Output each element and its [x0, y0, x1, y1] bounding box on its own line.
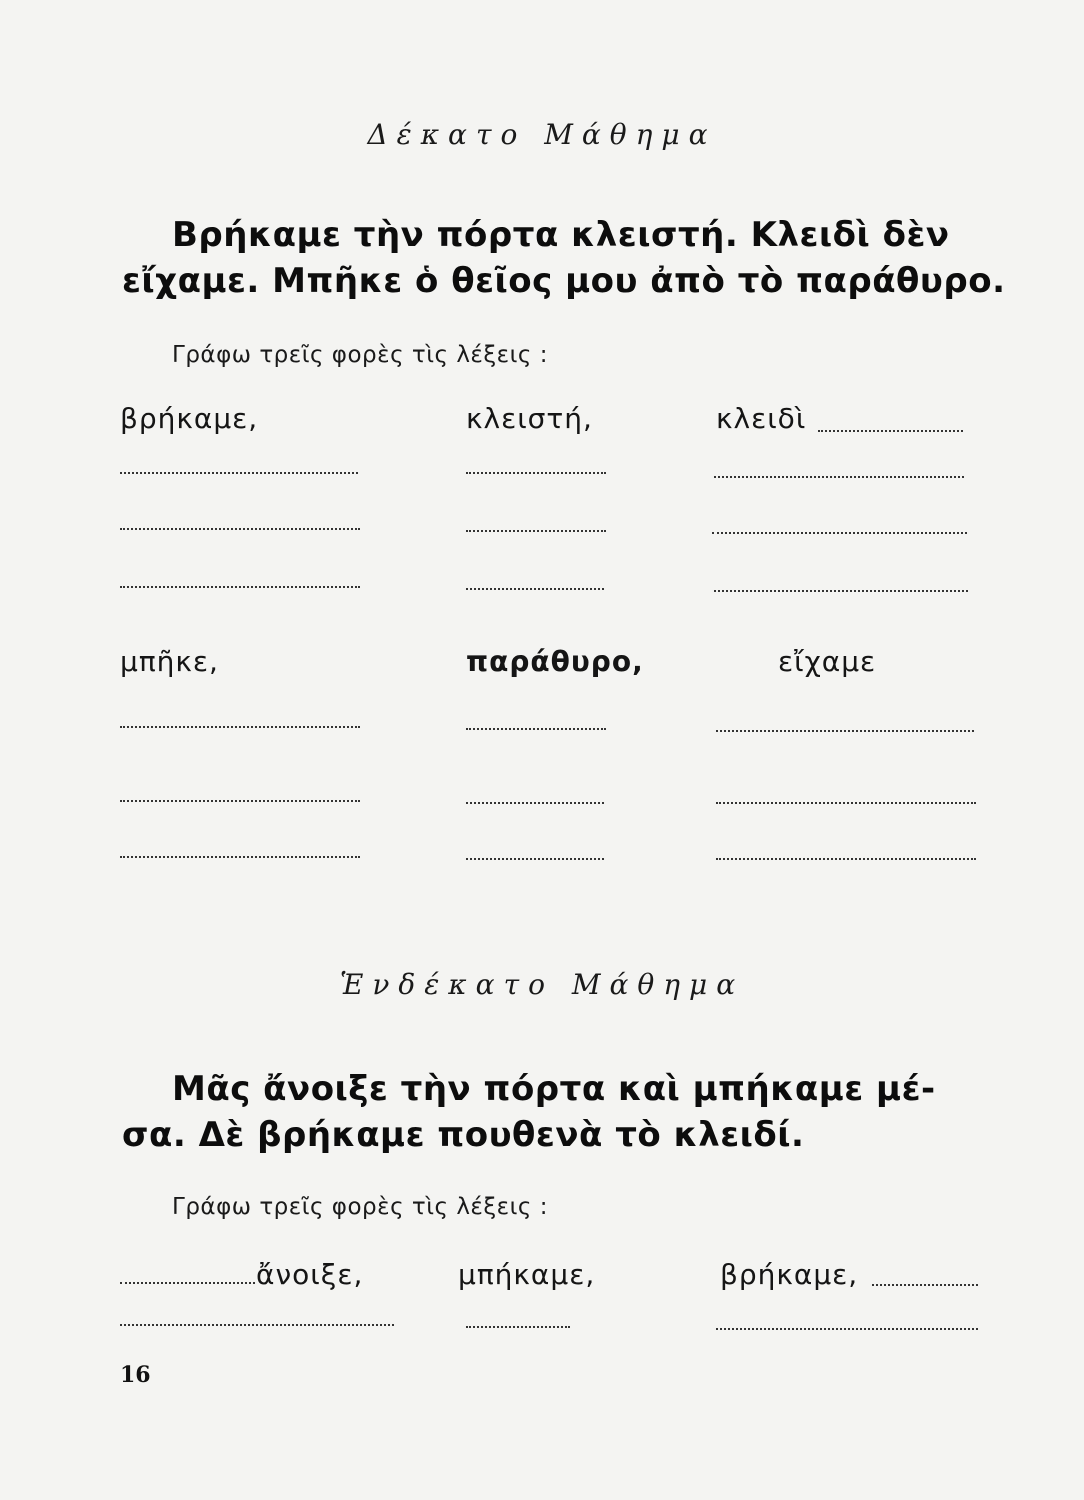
write-line[interactable]: [120, 472, 358, 474]
lesson-11-instruction: Γράφω τρεῖς φορὲς τὶς λέξεις :: [172, 1194, 548, 1220]
word-mpikame: μπήκαμε,: [458, 1258, 596, 1291]
word-anoixe: ἄνοιξε,: [256, 1258, 364, 1291]
word-parathyro: παράθυρο,: [466, 645, 644, 678]
write-line[interactable]: [120, 856, 360, 858]
write-line[interactable]: [818, 430, 963, 432]
write-line[interactable]: [466, 588, 604, 590]
write-line[interactable]: [466, 802, 604, 804]
write-line[interactable]: [712, 532, 967, 534]
word-kleidi: κλειδὶ: [716, 402, 807, 435]
word-brikame: βρήκαμε,: [120, 402, 259, 435]
write-line[interactable]: [466, 530, 606, 532]
write-line[interactable]: [120, 1282, 255, 1284]
write-line[interactable]: [714, 476, 964, 478]
write-line[interactable]: [466, 728, 606, 730]
write-line[interactable]: [716, 730, 974, 732]
write-line[interactable]: [466, 1326, 570, 1328]
write-line[interactable]: [466, 858, 604, 860]
write-line[interactable]: [872, 1284, 978, 1286]
lesson-10-instruction: Γράφω τρεῖς φορὲς τὶς λέξεις :: [172, 342, 548, 368]
write-line[interactable]: [120, 586, 360, 588]
word-brikame-2: βρήκαμε,: [720, 1258, 859, 1291]
write-line[interactable]: [466, 472, 606, 474]
write-line[interactable]: [120, 1324, 394, 1326]
write-line[interactable]: [716, 802, 976, 804]
write-line[interactable]: [120, 726, 360, 728]
write-line[interactable]: [714, 590, 968, 592]
write-line[interactable]: [120, 800, 360, 802]
lesson-10-sentence-line-1: Βρήκαμε τὴν πόρτα κλειστή. Κλειδὶ δὲν: [172, 215, 950, 255]
lesson-11-heading: Ἑνδέκατο Μάθημα: [339, 968, 745, 1001]
word-mpike: μπῆκε,: [120, 645, 219, 678]
lesson-10-heading: Δέκατο Μάθημα: [367, 118, 717, 151]
write-line[interactable]: [716, 858, 976, 860]
word-kleisti: κλειστή,: [466, 402, 593, 435]
lesson-11-sentence-line-1: Μᾶς ἄνοιξε τὴν πόρτα καὶ μπήκαμε μέ-: [172, 1069, 936, 1109]
page-number: 16: [120, 1362, 151, 1388]
lesson-10-sentence-line-2: εἴχαμε. Μπῆκε ὁ θεῖος μου ἀπὸ τὸ παράθυρο.: [122, 261, 1006, 301]
lesson-11-sentence-line-2: σα. Δὲ βρήκαμε πουθενὰ τὸ κλειδί.: [122, 1115, 805, 1155]
write-line[interactable]: [716, 1328, 978, 1330]
word-eixame: εἴχαμε: [778, 645, 877, 678]
write-line[interactable]: [120, 528, 360, 530]
